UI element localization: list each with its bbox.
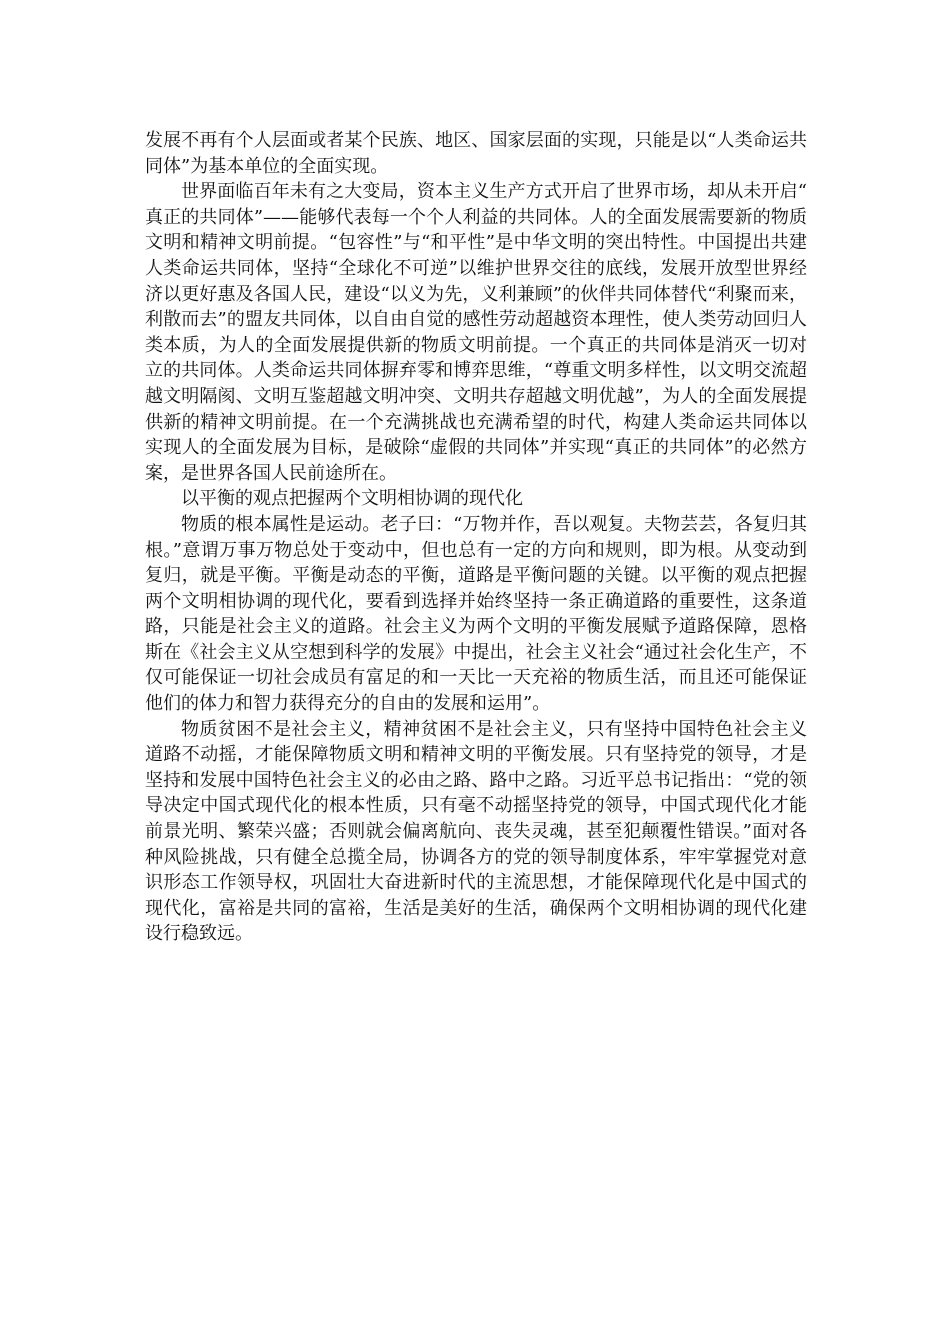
paragraph-balance: 物质的根本属性是运动。老子曰：“万物并作，吾以观复。夫物芸芸，各复归其根。”意谓万事万物总处于变动中，但也总有一定的方向和规则，即为根。从变动到复归，就是平衡。平衡是动态的平衡，道路是平衡问题的关键。以平衡的观点把握两个文明相协调的现代化，要看到选择并始终坚持一条正确道路的重要性，这条道路，只能是社会主义的道路。社会主义为两个文明的平衡发展赋予道路保障，恩格斯在《社会主义从空想到科学的发展》中提出，社会主义社会“通过社会化生产，不仅可能保证一切社会成员有富足的和一天比一天充裕的物质生活，而且还可能保证他们的体力和智力获得充分的自由的发展和运用”。 bbox=[145, 513, 807, 715]
paragraph-socialism: 物质贫困不是社会主义，精神贫困不是社会主义，只有坚持中国特色社会主义道路不动摇，才能保障物质文明和精神文明的平衡发展。只有坚持党的领导，才是坚持和发展中国特色社会主义的必由之路、路中之路。习近平总书记指出：“党的领导决定中国式现代化的根本性质，只有毫不动摇坚持党的领导，中国式现代化才能前景光明、繁荣兴盛；否则就会偏离航向、丧失灵魂，甚至犯颠覆性错误。”面对各种风险挑战，只有健全总揽全局，协调各方的党的领导制度体系，牢牢掌握党对意识形态工作领导权，巩固壮大奋进新时代的主流思想，才能保障现代化是中国式的现代化，富裕是共同的富裕，生活是美好的生活，确保两个文明相协调的现代化建设行稳致远。 bbox=[145, 718, 807, 945]
section-heading: 以平衡的观点把握两个文明相协调的现代化 bbox=[181, 488, 523, 510]
paragraph-community: 世界面临百年未有之大变局，资本主义生产方式开启了世界市场，却从未开启“真正的共同体”——能够代表每一个个人利益的共同体。人的全面发展需要新的物质文明和精神文明前提。“包容性”与“和平性”是中华文明的突出特性。中国提出共建人类命运共同体，坚持“全球化不可逆”以维护世界交往的底线，发展开放型世界经济以更好惠及各国人民，建设“以义为先，义利兼顾”的伙伴共同体替代“利聚而来，利散而去”的盟友共同体，以自由自觉的感性劳动超越资本理性，使人类劳动回归人类本质，为人的全面发展提供新的物质文明前提。一个真正的共同体是消灭一切对立的共同体。人类命运共同体摒弃零和博弈思维，“尊重文明多样性，以文明交流超越文明隔阂、文明互鉴超越文明冲突、文明共存超越文明优越”，为人的全面发展提供新的精神文明前提。在一个充满挑战也充满希望的时代，构建人类命运共同体以实现人的全面发展为目标，是破除“虚假的共同体”并实现“真正的共同体”的必然方案，是世界各国人民前途所在。 bbox=[145, 181, 807, 484]
document-body bbox=[145, 128, 807, 947]
paragraph-continuation: 发展不再有个人层面或者某个民族、地区、国家层面的实现，只能是以“人类命运共同体”为基本单位的全面实现。 bbox=[145, 130, 807, 177]
